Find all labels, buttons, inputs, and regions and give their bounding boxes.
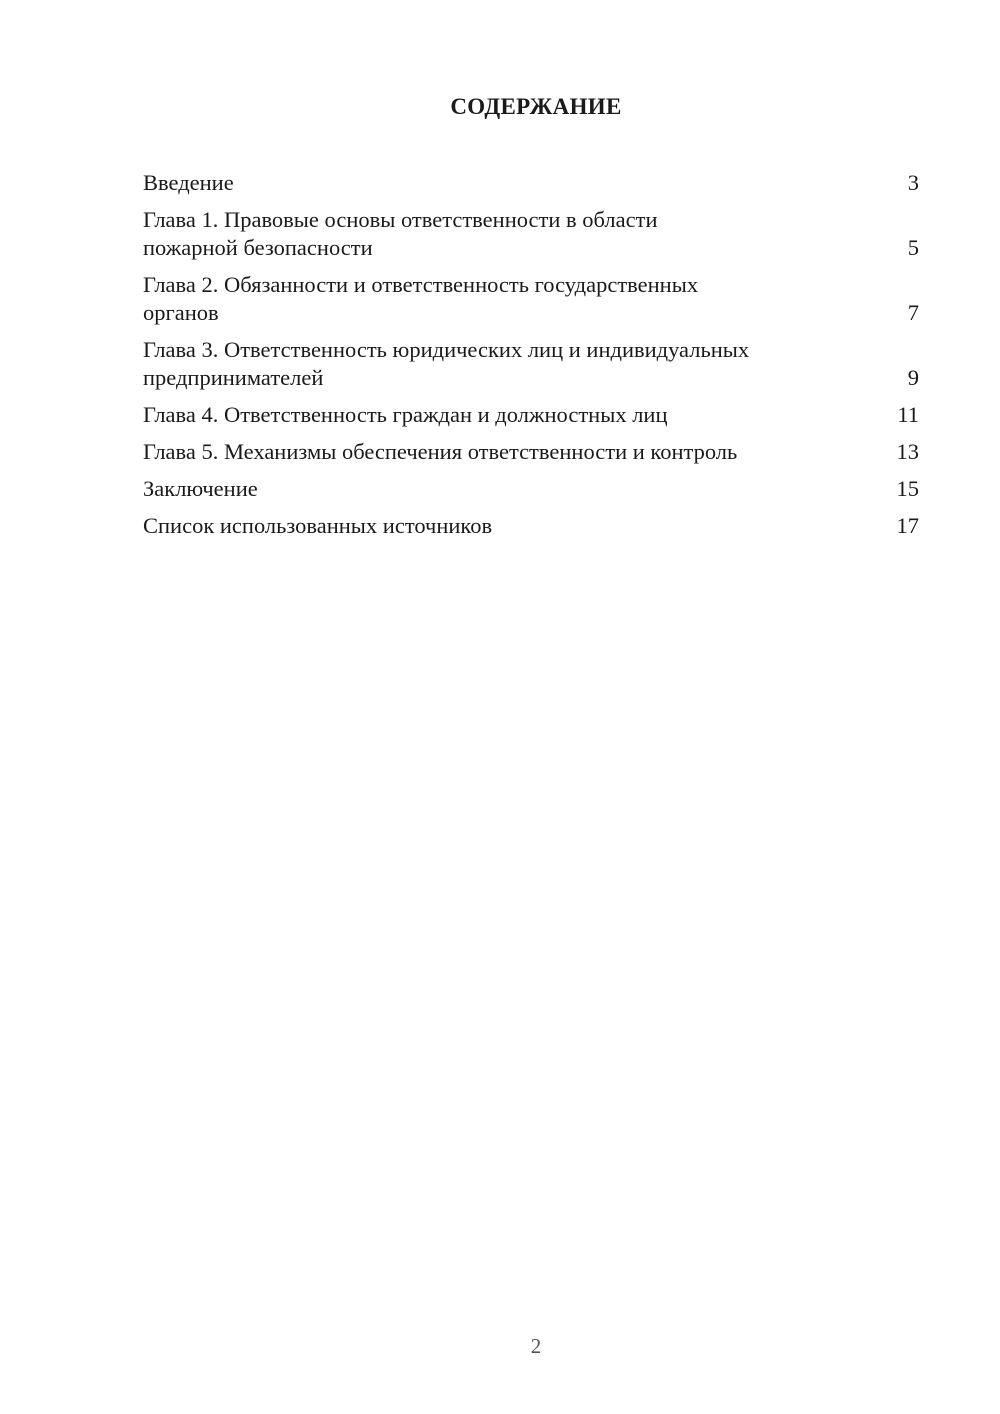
toc-entry-page: 11 (897, 402, 919, 427)
toc-entry-line: Заключение (143, 476, 258, 501)
toc-entry-line: Глава 5. Механизмы обеспечения ответственности и контроль (143, 439, 738, 464)
toc-entry-page: 5 (907, 235, 919, 260)
toc-entry (143, 438, 919, 466)
toc-entry-label (143, 512, 889, 540)
toc-entry-line: пожарной безопасности (143, 235, 373, 260)
toc-entry-line: Глава 4. Ответственность граждан и должностных лиц (143, 402, 668, 427)
toc-entry-label (143, 169, 889, 197)
toc-entry-line: органов (143, 300, 219, 325)
toc-entry-label (143, 401, 889, 429)
toc-entry-label (143, 336, 889, 392)
toc-entry-line: Глава 3. Ответственность юридических лиц и индивидуальных (143, 337, 750, 362)
toc-entry (143, 336, 919, 392)
toc-entry-line: Список использованных источников (143, 513, 493, 538)
toc-entry-label (143, 475, 889, 503)
toc-entry (143, 512, 919, 540)
toc-entry-label (143, 271, 889, 327)
toc-entry (143, 271, 919, 327)
toc-entry-page: 7 (907, 300, 919, 325)
toc-entry-label (143, 438, 889, 466)
page-title: СОДЕРЖАНИЕ (450, 94, 622, 119)
toc-entry-page: 15 (896, 476, 919, 501)
toc-entry (143, 401, 919, 429)
toc-entry (143, 169, 919, 197)
table-of-contents (143, 169, 919, 549)
toc-entry-page: 17 (896, 513, 919, 538)
toc-entry (143, 475, 919, 503)
toc-entry-page: 3 (907, 170, 919, 195)
toc-entry-line: Глава 2. Обязанности и ответственность государственных (143, 272, 699, 297)
toc-entry-line: Глава 1. Правовые основы ответственности в области (143, 207, 658, 232)
toc-entry-label (143, 206, 889, 262)
toc-entry-page: 9 (907, 365, 919, 390)
page-number: 2 (530, 1334, 542, 1358)
toc-entry (143, 206, 919, 262)
toc-entry-line: Введение (143, 170, 234, 195)
toc-entry-line: предпринимателей (143, 365, 324, 390)
toc-entry-page: 13 (896, 439, 919, 464)
